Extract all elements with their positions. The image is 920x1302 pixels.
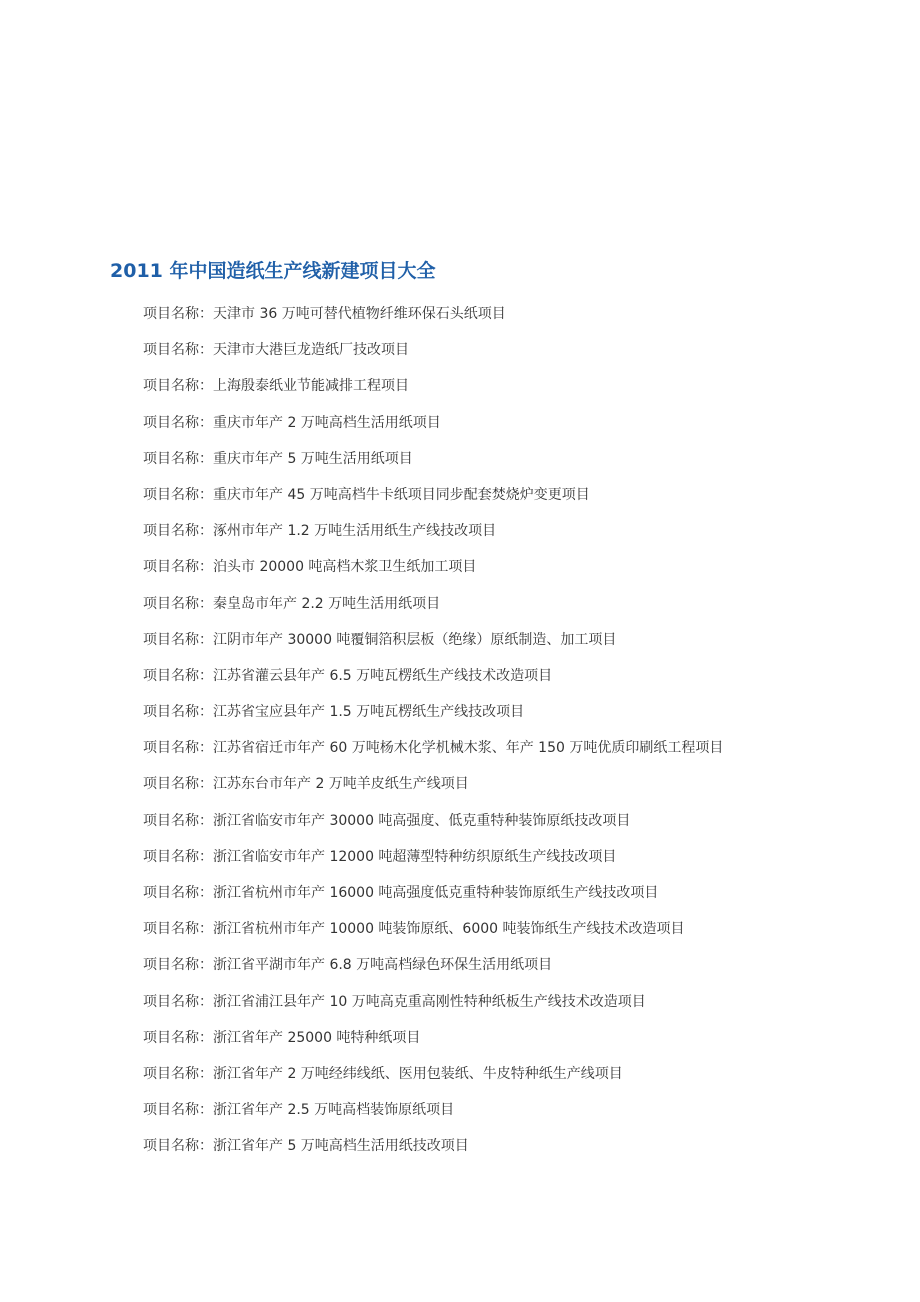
project-name: 重庆市年产 45 万吨高档牛卡纸项目同步配套焚烧炉变更项目: [213, 486, 590, 503]
project-name: 浙江省平湖市年产 6.8 万吨高档绿色环保生活用纸项目: [213, 957, 553, 974]
project-name: 江苏省宿迁市年产 60 万吨杨木化学机械木浆、年产 150 万吨优质印刷纸工程项目: [213, 740, 724, 757]
list-item: [143, 839, 723, 875]
item-label: 项目名称：: [143, 1065, 213, 1082]
item-label: 项目名称：: [143, 667, 213, 684]
project-name: 江阴市年产 30000 吨覆铜箔积层板（绝缘）原纸制造、加工项目: [213, 631, 617, 648]
list-item: [143, 513, 723, 549]
list-item: [143, 658, 723, 694]
list-item: [143, 477, 723, 513]
item-label: 项目名称：: [143, 595, 213, 612]
list-item: [143, 368, 723, 404]
list-item: [143, 549, 723, 585]
list-item: [143, 586, 723, 622]
item-label: 项目名称：: [143, 486, 213, 503]
list-item: [143, 1128, 723, 1164]
project-name: 江苏东台市年产 2 万吨羊皮纸生产线项目: [213, 776, 469, 793]
project-name: 浙江省临安市年产 30000 吨高强度、低克重特种装饰原纸技改项目: [213, 812, 631, 829]
item-label: 项目名称：: [143, 342, 213, 359]
list-item: [143, 1020, 723, 1056]
project-name: 上海殷泰纸业节能减排工程项目: [213, 378, 409, 395]
document-title: 2011 年中国造纸生产线新建项目大全: [110, 260, 436, 282]
list-item: [143, 1056, 723, 1092]
item-label: 项目名称：: [143, 704, 213, 721]
project-name: 浙江省杭州市年产 16000 吨高强度低克重特种装饰原纸生产线技改项目: [213, 885, 659, 901]
list-item: [143, 332, 723, 368]
project-name: 浙江省年产 2.5 万吨高档装饰原纸项目: [213, 1102, 455, 1119]
project-name: 江苏省灌云县年产 6.5 万吨瓦楞纸生产线技术改造项目: [213, 667, 553, 684]
item-label: 项目名称：: [143, 885, 213, 901]
project-name: 天津市 36 万吨可替代植物纤维环保石头纸项目: [213, 306, 506, 322]
item-label: 项目名称：: [143, 957, 213, 974]
project-name: 浙江省浦江县年产 10 万吨高克重高刚性特种纸板生产线技术改造项目: [213, 993, 646, 1010]
item-label: 项目名称：: [143, 450, 213, 467]
item-label: 项目名称：: [143, 414, 213, 431]
list-item: [143, 441, 723, 477]
item-label: 项目名称：: [143, 1138, 213, 1155]
item-label: 项目名称：: [143, 306, 213, 322]
list-item: [143, 947, 723, 983]
item-label: 项目名称：: [143, 378, 213, 395]
item-label: 项目名称：: [143, 776, 213, 793]
project-name: 涿州市年产 1.2 万吨生活用纸生产线技改项目: [213, 523, 497, 540]
item-label: 项目名称：: [143, 631, 213, 648]
project-name: 秦皇岛市年产 2.2 万吨生活用纸项目: [213, 595, 441, 612]
item-label: 项目名称：: [143, 921, 213, 938]
project-name: 泊头市 20000 吨高档木浆卫生纸加工项目: [213, 559, 477, 576]
project-name: 浙江省年产 2 万吨经纬线纸、医用包装纸、牛皮特种纸生产线项目: [213, 1065, 623, 1082]
item-label: 项目名称：: [143, 993, 213, 1010]
project-name: 浙江省年产 5 万吨高档生活用纸技改项目: [213, 1138, 469, 1155]
item-label: 项目名称：: [143, 523, 213, 540]
project-list: [143, 296, 723, 1165]
item-label: 项目名称：: [143, 559, 213, 576]
item-label: 项目名称：: [143, 740, 213, 757]
item-label: 项目名称：: [143, 1029, 213, 1046]
list-item: [143, 405, 723, 441]
list-item: [143, 296, 723, 332]
list-item: [143, 730, 723, 766]
project-name: 重庆市年产 5 万吨生活用纸项目: [213, 450, 413, 467]
list-item: [143, 622, 723, 658]
list-item: [143, 694, 723, 730]
project-name: 浙江省杭州市年产 10000 吨装饰原纸、6000 吨装饰纸生产线技术改造项目: [213, 921, 685, 938]
project-name: 浙江省年产 25000 吨特种纸项目: [213, 1029, 421, 1046]
project-name: 浙江省临安市年产 12000 吨超薄型特种纺织原纸生产线技改项目: [213, 848, 617, 865]
list-item: [143, 984, 723, 1020]
project-name: 重庆市年产 2 万吨高档生活用纸项目: [213, 414, 441, 431]
list-item: [143, 1092, 723, 1128]
list-item: [143, 911, 723, 947]
item-label: 项目名称：: [143, 848, 213, 865]
list-item: [143, 766, 723, 802]
project-name: 江苏省宝应县年产 1.5 万吨瓦楞纸生产线技改项目: [213, 704, 525, 721]
item-label: 项目名称：: [143, 812, 213, 829]
item-label: 项目名称：: [143, 1102, 213, 1119]
project-name: 天津市大港巨龙造纸厂技改项目: [213, 342, 409, 359]
list-item: [143, 803, 723, 839]
list-item: [143, 875, 723, 911]
